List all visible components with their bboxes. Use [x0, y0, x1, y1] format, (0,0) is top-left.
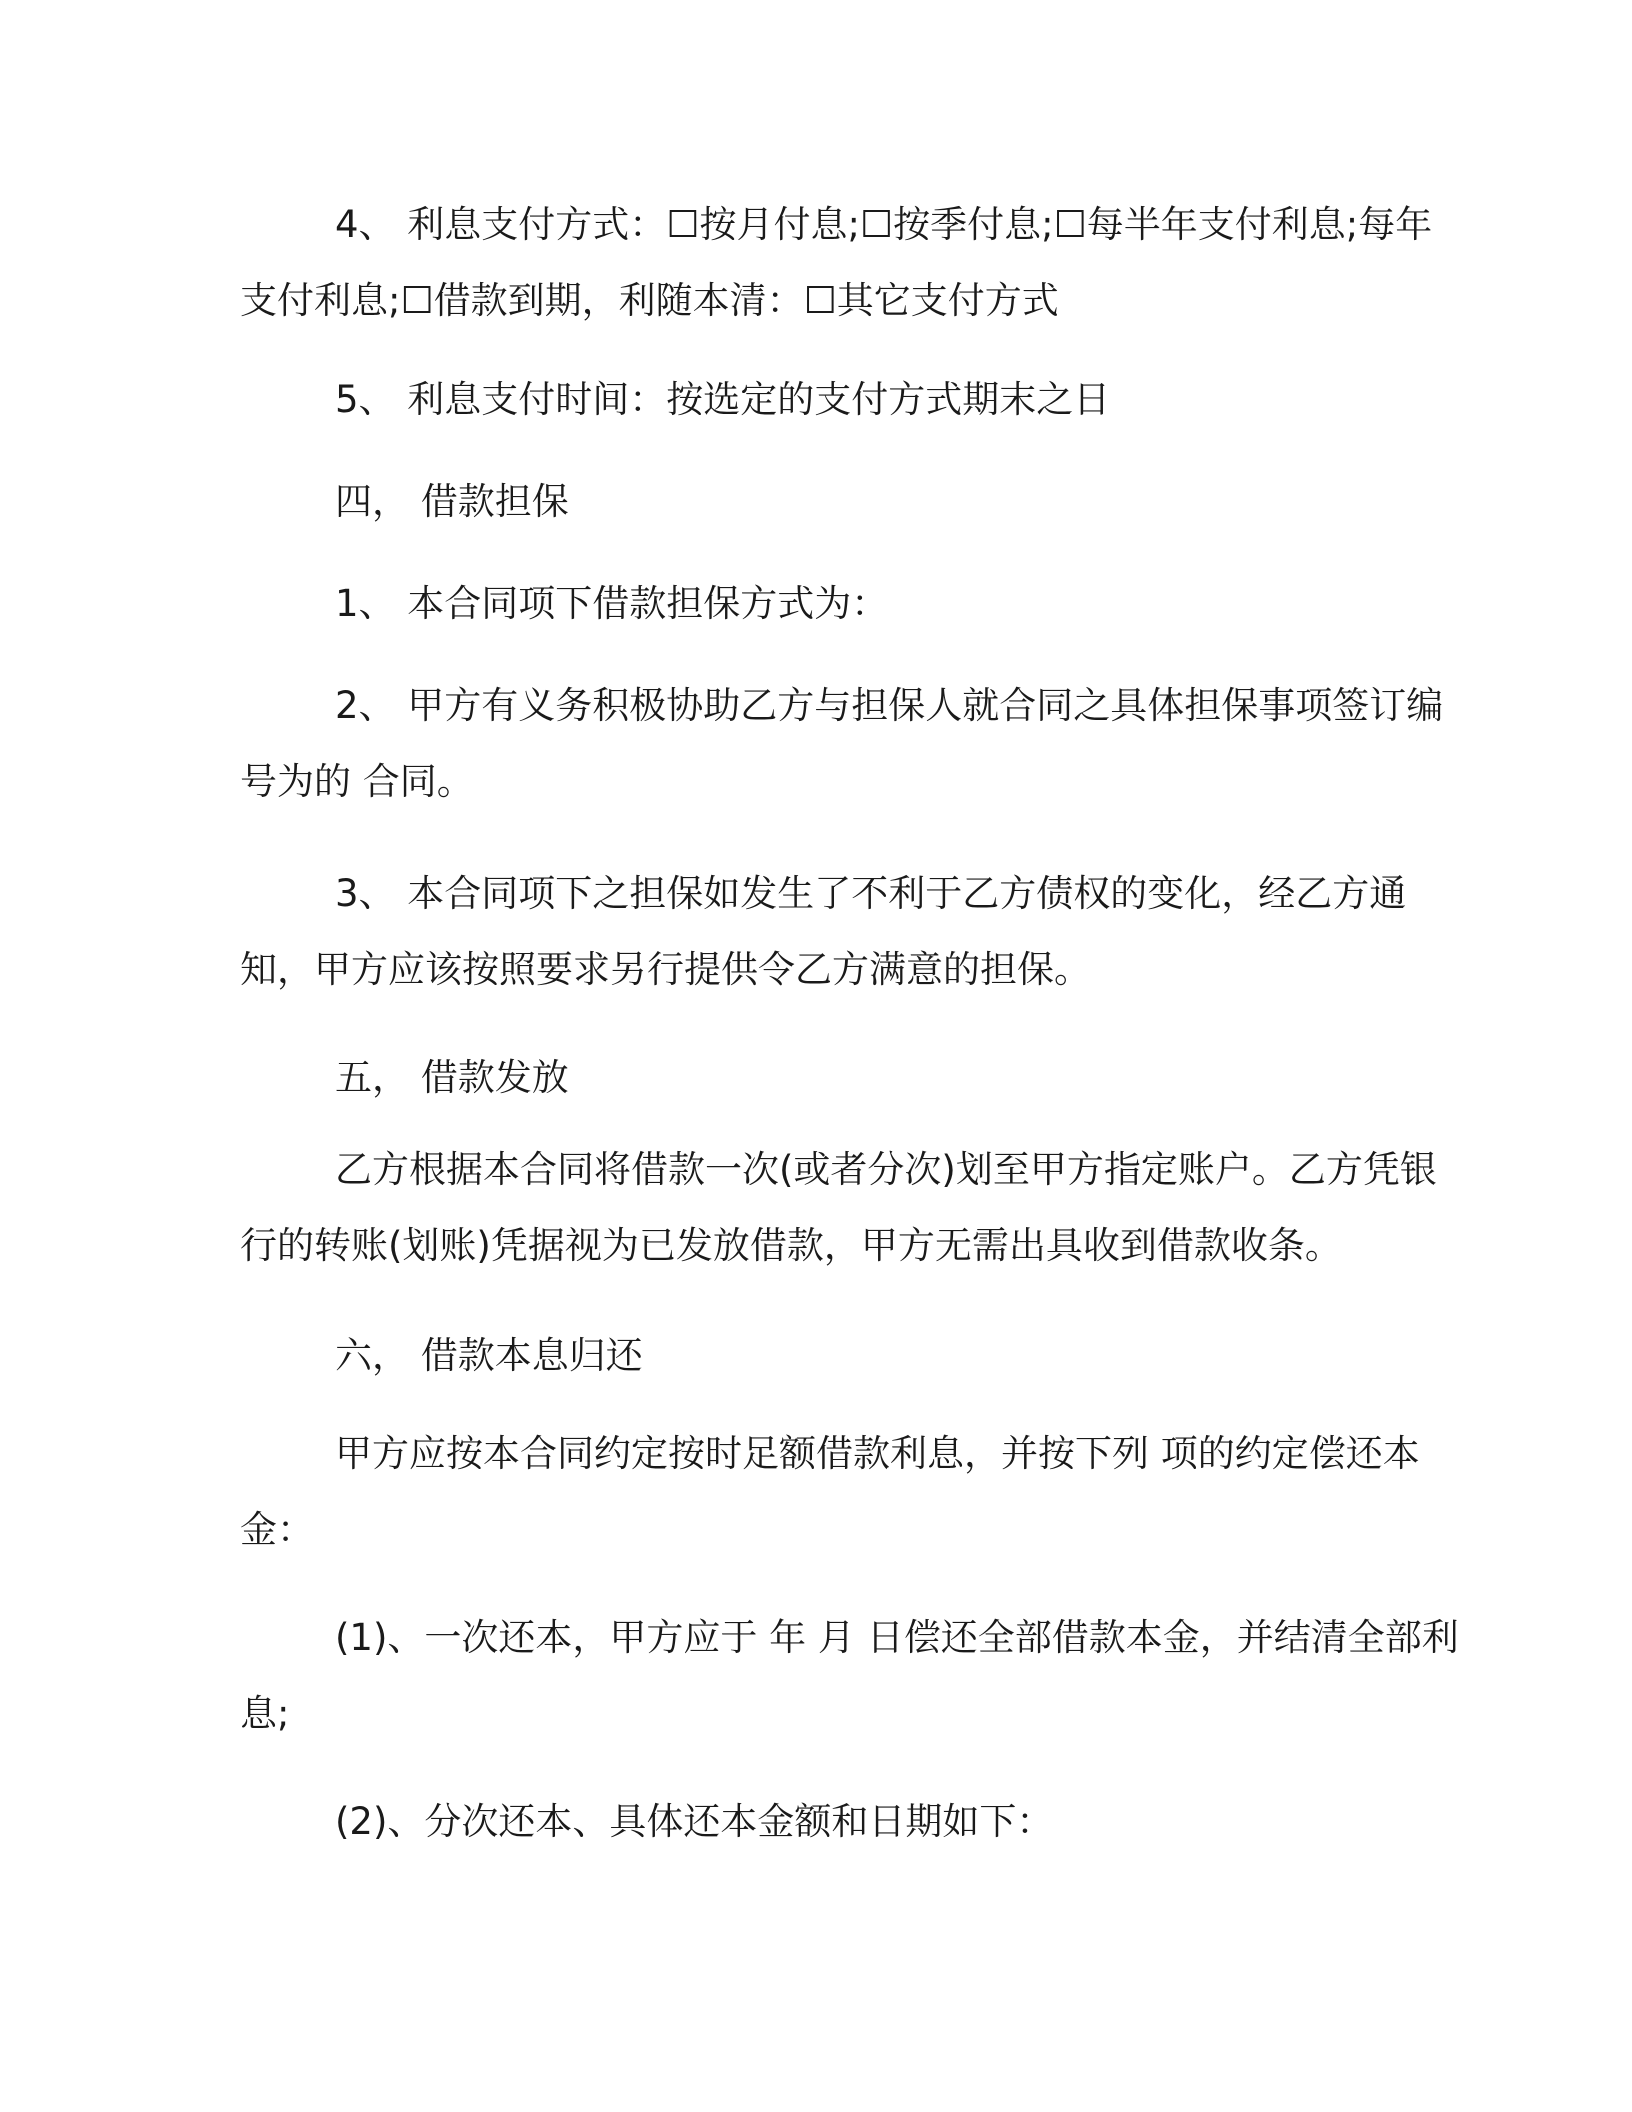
- paragraph-guarantee-method: 1、 本合同项下借款担保方式为：: [335, 582, 889, 625]
- paragraph-interest-payment-method: 4、 利息支付方式：☐按月付息;☐按季付息;☐每半年支付利息;每年支付利息;☐借款到期，利随本清：☐其它支付方式: [240, 203, 1433, 322]
- section-heading-disbursement: 五， 借款发放: [335, 1056, 569, 1099]
- paragraph-guarantee-change: 3、 本合同项下之担保如发生了不利于乙方债权的变化，经乙方通知，甲方应该按照要求另行提供令乙方满意的担保。: [240, 872, 1407, 991]
- paragraph-interest-payment-time: 5、 利息支付时间：按选定的支付方式期末之日: [335, 378, 1111, 421]
- paragraph-installment-repayment: (2)、分次还本、具体还本金额和日期如下：: [335, 1800, 1054, 1843]
- paragraph-guarantee-assistance: 2、 甲方有义务积极协助乙方与担保人就合同之具体担保事项签订编号为的 合同。: [240, 684, 1444, 803]
- paragraph-lump-sum-repayment: (1)、一次还本，甲方应于 年 月 日偿还全部借款本金，并结清全部利息;: [240, 1616, 1459, 1735]
- section-heading-repayment: 六， 借款本息归还: [335, 1334, 643, 1377]
- paragraph-repayment-terms: 甲方应按本合同约定按时足额借款利息，并按下列 项的约定偿还本金：: [240, 1432, 1420, 1551]
- paragraph-disbursement: 乙方根据本合同将借款一次(或者分次)划至甲方指定账户。乙方凭银行的转账(划账)凭据视为已发放借款，甲方无需出具收到借款收条。: [240, 1148, 1437, 1267]
- section-heading-guarantee: 四， 借款担保: [335, 480, 569, 523]
